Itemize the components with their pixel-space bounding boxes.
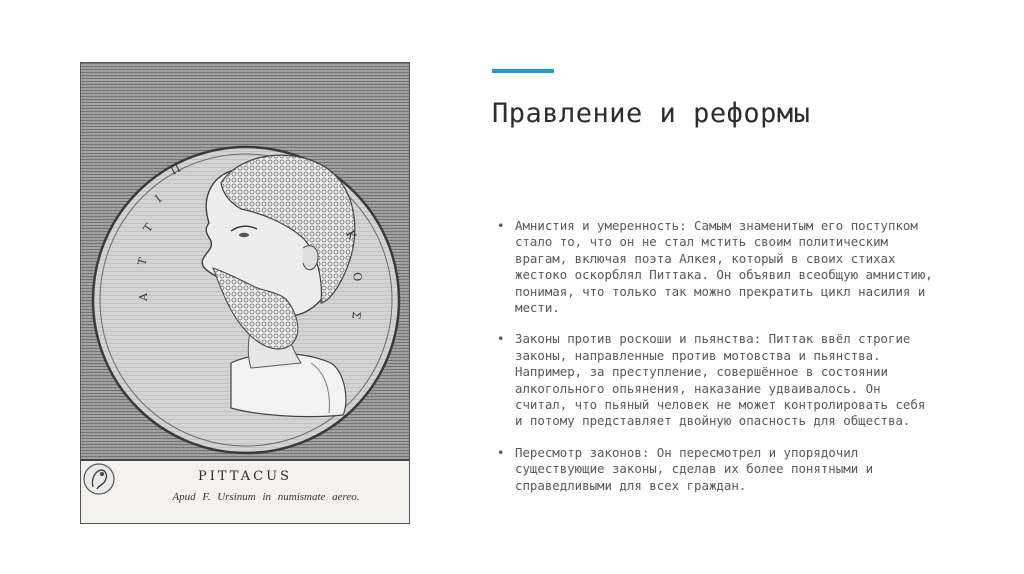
bullet-item — [497, 445, 937, 494]
bullet-item — [497, 218, 937, 316]
slide-title: Правление и реформы — [492, 98, 811, 129]
svg-text:Κ: Κ — [343, 228, 359, 242]
bullet-text: Законы против роскоши и пьянства: Питтак ввёл строгие законы, направленные против мотовства и пьянства. Например, за преступление, совершённое в состоянии алкогольного опьянения, наказание удваивалось. Он считал, что пьяный человек не может контролировать себя и потому представляет двойную опасность для общества. — [515, 331, 926, 429]
svg-text:Τ: Τ — [135, 256, 150, 267]
medallion-portrait-icon — [81, 63, 409, 461]
svg-text:Π: Π — [168, 161, 183, 178]
bullet-dot-icon: • — [497, 444, 505, 460]
svg-text:Α: Α — [137, 293, 150, 301]
bullet-dot-icon: • — [497, 218, 505, 233]
bullet-text: Пересмотр законов: Он пересмотрел и упорядочил существующие законы, сделав их более понятными и справедливыми для всех граждан. — [515, 444, 874, 493]
portrait-plaque — [81, 459, 409, 523]
svg-text:Σ: Σ — [349, 310, 363, 320]
svg-text:Ο: Ο — [350, 271, 365, 283]
portrait-engraving — [80, 62, 410, 524]
bullet-list — [497, 218, 937, 509]
portrait-caption: Apud F. Ursinum in numismate aereo. — [172, 491, 360, 503]
portrait-name: PITTACUS — [198, 469, 292, 484]
bullet-dot-icon: • — [497, 331, 505, 347]
svg-text:Ι: Ι — [152, 192, 165, 206]
title-accent-bar — [492, 69, 554, 73]
bullet-text: Амнистия и умеренность: Самым знаменитым его поступком стало то, что он не стал мстить своим политическим врагам, включая поэта Алкея, который в своих стихах жестоко оскорблял Питтака. Он объявил всеобщую амнистию, понимая, что только так можно прекратить цикл насилия и мести. — [515, 218, 933, 316]
svg-text:Τ: Τ — [140, 221, 156, 235]
bullet-item — [497, 331, 937, 429]
